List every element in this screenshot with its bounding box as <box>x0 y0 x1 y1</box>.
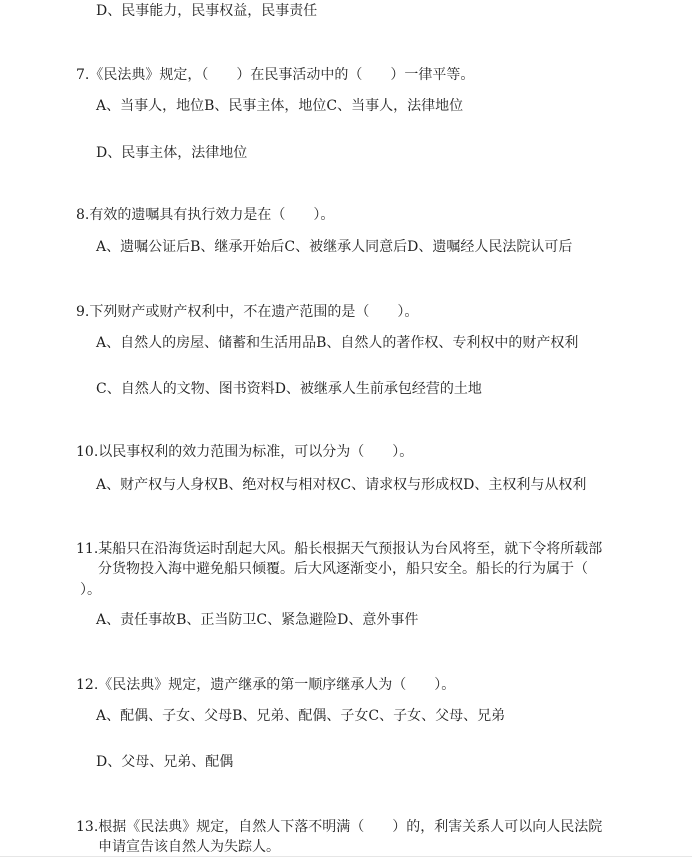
question-11-stem-line-3: ）。 <box>80 582 101 598</box>
question-11-stem-line-1: 11.某船只在沿海货运时刮起大风。船长根据天气预报认为台风将至，就下令将所载部 <box>76 541 603 557</box>
question-12-option-d: D、父母、兄弟、配偶 <box>96 754 234 770</box>
question-12-options-abc: A、配偶、子女、父母B、兄弟、配偶、子女C、子女、父母、兄弟 <box>96 708 506 724</box>
question-9-options-cd: C、自然人的文物、图书资料D、被继承人生前承包经营的土地 <box>96 381 482 397</box>
question-9-stem: 9.下列财产或财产权利中，不在遗产范围的是（ ）。 <box>76 304 419 320</box>
question-7-option-d: D、民事主体，法律地位 <box>96 145 248 161</box>
question-13-stem-line-1: 13.根据《民法典》规定，自然人下落不明满（ ）的，利害关系人可以向人民法院 <box>76 819 603 835</box>
question-10-options: A、财产权与人身权B、绝对权与相对权C、请求权与形成权D、主权利与从权利 <box>96 477 587 493</box>
question-7-options-abc: A、当事人，地位B、民事主体，地位C、当事人，法律地位 <box>96 98 464 114</box>
previous-question-option-d: D、民事能力，民事权益，民事责任 <box>96 3 318 19</box>
question-9-options-ab: A、自然人的房屋、储蓄和生活用品B、自然人的著作权、专利权中的财产权利 <box>96 335 579 351</box>
question-12-stem: 12.《民法典》规定，遗产继承的第一顺序继承人为（ ）。 <box>76 677 456 693</box>
question-11-options: A、责任事故B、正当防卫C、紧急避险D、意外事件 <box>96 612 419 628</box>
question-8-options: A、遗嘱公证后B、继承开始后C、被继承人同意后D、遗嘱经人民法院认可后 <box>96 239 573 255</box>
question-13-stem-line-2: 申请宣告该自然人为失踪人。 <box>98 839 280 855</box>
question-7-stem: 7.《民法典》规定，（ ）在民事活动中的（ ）一律平等。 <box>76 67 475 83</box>
question-8-stem: 8.有效的遗嘱具有执行效力是在（ ）。 <box>76 207 335 223</box>
question-11-stem-line-2: 分货物投入海中避免船只倾覆。后大风逐渐变小，船只安全。船长的行为属于（ <box>98 561 588 577</box>
question-10-stem: 10.以民事权利的效力范围为标准，可以分为（ ）。 <box>76 444 414 460</box>
